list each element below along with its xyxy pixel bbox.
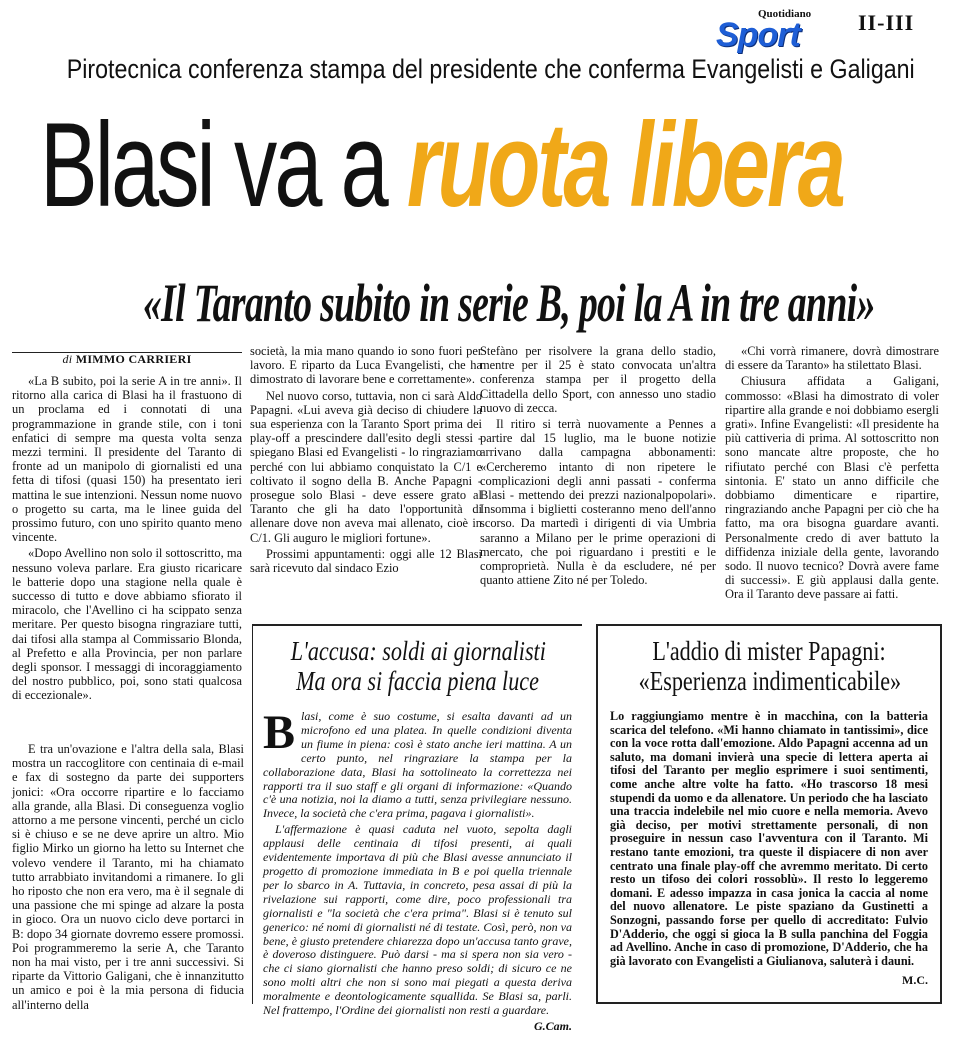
paragraph: Nel nuovo corso, tuttavia, non ci sarà Aldo Papagni. «Lui aveva già deciso di chiudere la sua esperienza con la Taranto Sport prima dei play-off a prescindere dall'esito degli stessi - spiegano Blasi ed Evangelisti - lo ringraziamo perché con lui abbiamo conquistato la C/1 e coltivato il sogno della B. Anche Papagni - prosegue solo Blasi - deve essere grato al Taranto che gli ha dato l'opportunità di allenare dove non aveva mai allenato, cioè in C/1. Gli auguro le migliori fortune». <box>250 388 482 545</box>
headline-part-1: Blasi va a <box>40 98 407 232</box>
paragraph: Stefàno per risolvere la grana dello stadio, mentre per il 25 è stato convocata un'altra conferenza stampa per il progetto della Cittadella dello Sport, con annesso uno stadio nuovo di zecca. <box>480 344 716 415</box>
article-column-4 <box>725 344 939 604</box>
subheadline: «Il Taranto subito in serie B, poi la A in tre anni» <box>142 273 875 333</box>
paragraph: Prossimi appuntamenti: oggi alle 12 Blasi sarà ricevuto dal sindaco Ezio <box>250 546 482 576</box>
box-title-line-2: Ma ora si faccia piena luce <box>296 666 539 696</box>
box-title-line-1: L'accusa: soldi ai giornalisti <box>290 636 546 666</box>
paragraph: «La B subito, poi la serie A in tre anni». Il ritorno alla carica di Blasi ha il frastuono di un proclama ed i connotati di una programmazione in grande stile, con i toni enfatici di sempre ma questa volta senza mezzi termini. Il presidente del Taranto di fronte ad un manipolo di giornalisti ed una fetta di tifosi (quasi 150) ha presentato ieri mattina le sue intenzioni. Nessun nome nuovo o progetto su carta, ma le linee guida del prossimo futuro, con uno spirito quanto meno vincente. <box>12 374 242 545</box>
box-title <box>639 636 900 696</box>
article-column-1 <box>12 374 242 705</box>
box-signature: M.C. <box>902 973 928 988</box>
paragraph <box>263 706 572 821</box>
kicker: Pirotecnica conferenza stampa del presidente che conferma Evangelisti e Galigani <box>66 54 915 84</box>
paragraph: Lo raggiungiamo mentre è in macchina, con la batteria scarica del telefono. «Mi hanno chiamato in tantissimi», dice con la voce rotta dall'emozione. Aldo Papagni accenna ad un saluto, ma domani invierà una specie di lettera aperta ai tifosi del Taranto per meglio esprimere i suoi sentimenti, come anche altre volte ha fatto. «Ho trascorso 18 mesi stupendi da uomo e da allenatore. Un periodo che ha lasciato una traccia indelebile nel mio cuore e nella memoria. Avevo già deciso, per motivi strettamente personali, di non proseguire in nessun caso l'avventura con il Taranto. Mi restano tante emozioni, tra queste il dispiacere di non aver centrato una finale play-off che avremmo meritato. Di certo resto un tifoso dei colori rossoblù». Il resto lo leggeremo domani. E adesso impazza in casa jonica la caccia al nome del nuovo allenatore. Le piste spaziano da Gustinetti a Sonzogni, passando forse per quello di accreditato: Fulvio D'Adderio, che oggi si gioca la B sulla panchina del Foggia ad Avellino. Anche in caso di promozione, D'Adderio, che ha già lavorato con Evangelisti a Giulianova, saluterà i dauni. <box>610 709 928 968</box>
byline <box>12 352 242 367</box>
paragraph-text: lasi, come è suo costume, si esalta davanti ad un microfono ed una platea. In quelle condizioni diventa un fiume in piena: così è stato anche ieri mattina. A un certo punto, nel ringraziare la stampa per la collaborazione data, Blasi ha sottolineato la correttezza nei rapporti tra il suo staff e gli organi di informazione: «Quando c'è una notizia, noi la diamo a tutti, senza privilegiare nessuno. Invece, la società che c'era prima, pagava i giornalisti». <box>263 709 572 821</box>
article-column-2 <box>250 344 482 577</box>
article-column-3 <box>480 344 716 589</box>
headline-part-2: ruota libera <box>406 98 843 232</box>
box-signature: G.Cam. <box>533 1018 572 1033</box>
paragraph: «Dopo Avellino non solo il sottoscritto, ma nessuno voleva parlare. Era giusto ricaricare le batterie dopo una stagione nella quale è successo di tutto e dove abbiamo sfiorato il miracolo, che l'Avellino ci ha scippato senza meritare. Per questo bisogna ringraziare tutti, dai tifosi alla stampa al Commissario Blonda, al Prefetto e alla Provincia, per non parlare degli sponsor. I messaggi di incoraggiamento del nostro pubblico, poi, sono stati qualcosa di eccezionale». <box>12 546 242 703</box>
masthead-logo: Sport <box>716 16 800 54</box>
box-body <box>610 710 928 988</box>
masthead-quotidiano: Quotidiano <box>758 8 812 20</box>
drop-cap: B <box>263 706 296 759</box>
box-body <box>263 706 572 1034</box>
paragraph: Chiusura affidata a Galigani, commosso: «Blasi ha dimostrato di voler ripartire alla grande e noi dobbiamo esergli grati». Infine Evangelisti: «Il presidente ha più cattiveria di prima. Al sottoscritto non sono mancate altre proposte, che ho rifiutato perché con Blasi c'è perfetta sintonia. E' stato un anno difficile che dobbiamo dimenticare e ripartire, ringraziando anche Papagni per ciò che ha fatto, ma ora bisogna guardare avanti. Personalmente credo di aver battuto la diffidenza iniziale della gente, lavorando sodo. Il nuovo tecnico? Dovrà avere fame di successi». E giù applausi dalla gente. Ora il Taranto deve passare ai fatti. <box>725 374 939 602</box>
box-title-line-2: «Esperienza indimenticabile» <box>638 666 902 696</box>
article-column-1-continued <box>12 742 244 1014</box>
sidebar-box-papagni <box>596 624 942 1004</box>
masthead <box>700 6 940 52</box>
sidebar-box-accusa <box>252 624 582 1033</box>
paragraph: E tra un'ovazione e l'altra della sala, Blasi mostra un raccoglitore con centinaia di e-mail e fax di sostegno da parte dei supporters jonici: «Ora occorre ripartire e lo facciamo alla grande, alla Blasi. Di conseguenza voglio attorno a me persone vincenti, perché un ciclo si è chiuso e se ne deve aprire un altro. Mio figlio Mirko un giorno ha letto su Internet che volevo vendere il Taranto, mi ha chiamato tutto arrabbiato invitandomi a rimanere. Io gli ho riposto che non era vero, ma è il segnale di una passione che mi spinge ad alzare la posta in gioco. Ora un nuovo ciclo deve portarci in B: dopo 34 giornate dovremo essere promossi. Poi programmeremo la serie A, che Taranto non ha mai visto, per i tre anni successivi. Si riparte da Vittorio Galigani, che è innanzitutto un amico e poi è la mia persona di fiducia all'interno della <box>12 742 244 1012</box>
headline <box>40 98 843 232</box>
byline-prefix: di <box>62 352 73 366</box>
page-numbers: II-III <box>858 10 915 35</box>
box-title <box>291 636 544 696</box>
byline-author: MIMMO CARRIERI <box>75 352 192 366</box>
box-title-line-1: L'addio di mister Papagni: <box>652 636 886 666</box>
paragraph: società, la mia mano quando io sono fuori per lavoro. E riparto da Luca Evangelisti, che ha dimostrato di lavorare bene e correttamente». <box>250 344 482 387</box>
paragraph: Il ritiro si terrà nuovamente a Pennes a partire dal 15 luglio, ma le buone notizie arrivano dalla campagna abbonamenti: «Cercheremo intanto di non ripetere le complicazioni degli anni passati - conferma Blasi - mettendo dei prezzi nazionalpopolari». Insomma i biglietti costeranno meno dell'anno scorso. Da martedì i dirigenti di via Umbria saranno a Milano per le prime operazioni di mercato, che poi riguardano i prestiti e le comproprietà. Nulla è da escludere, né per quanto attiene Zito né per Toledo. <box>480 417 716 588</box>
paragraph: L'affermazione è quasi caduta nel vuoto, sepolta dagli applausi delle centinaia di tifosi presenti, ai quali evidentemente importava di più che Blasi avesse annunciato il progetto di promozione immediata in B e poi quella triennale per lo sbarco in A. Tuttavia, in concreto, pesa assai di più la rivelazione sui rapporti, come dire, poco professionali tra giornalisti e "la società che c'era prima". Blasi si è tenuto sul generico: né nomi di giornalisti né di testate. Così, però, non va bene, è giusto pretendere chiarezza dopo un'accusa tanto grave, è doveroso distinguere. Può darsi - ma si spera non sia vero - che ci siano giornalisti che hanno preso soldi; di sicuro ce ne sono molti altri che non si sono mai piegati a questa deriva moralmente e deontologicamente squallida. Se Blasi sa, parli. Nel frattempo, l'Ordine dei giornalisti non resti a guardare. <box>263 822 572 1018</box>
paragraph: «Chi vorrà rimanere, dovrà dimostrare di essere da Taranto» ha stilettato Blasi. <box>725 344 939 373</box>
